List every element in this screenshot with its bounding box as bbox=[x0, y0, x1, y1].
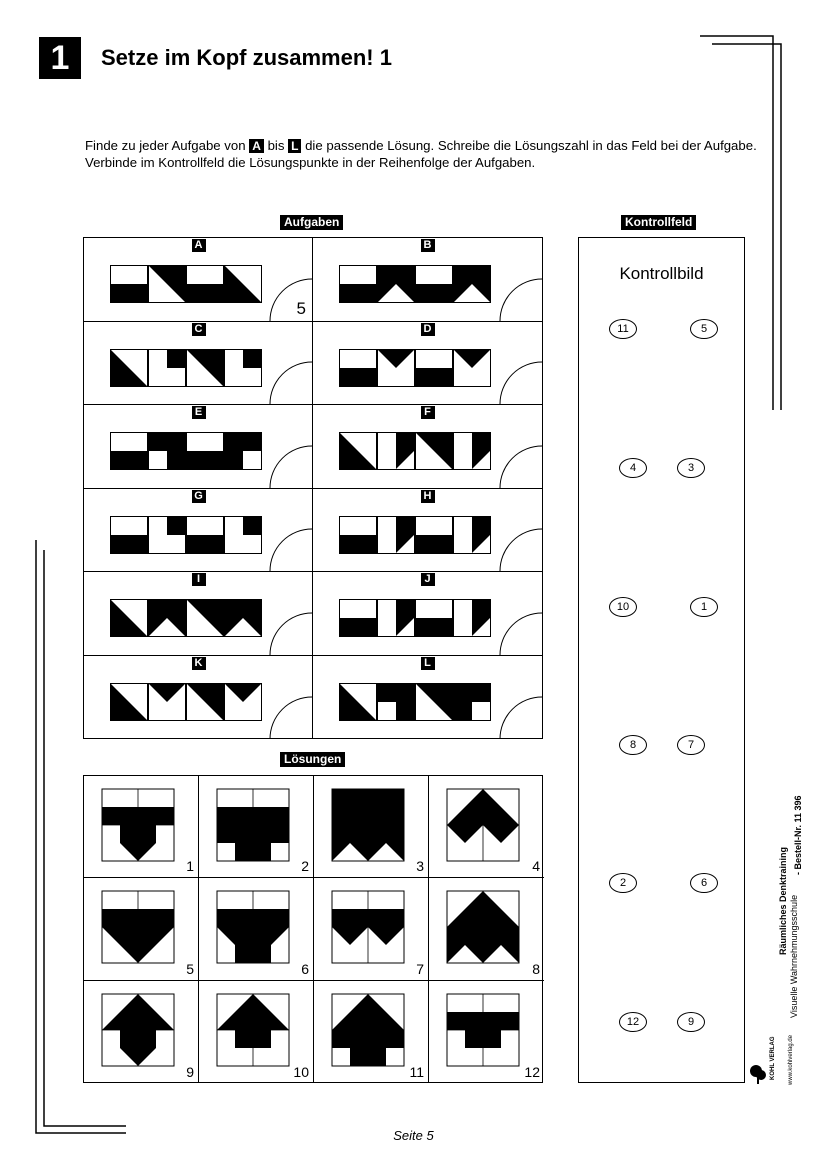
task-tile bbox=[377, 599, 415, 637]
solution-cell bbox=[199, 878, 314, 980]
task-cell-a bbox=[84, 238, 313, 322]
order-number: - Bestell-Nr. 11 396 bbox=[793, 795, 803, 875]
answer-field[interactable] bbox=[268, 527, 312, 571]
control-point[interactable]: 8 bbox=[619, 735, 647, 755]
publisher-website: www.kohlverlag.de bbox=[788, 1034, 794, 1085]
tasks-grid bbox=[83, 237, 543, 739]
task-tile bbox=[110, 432, 148, 470]
task-tile bbox=[186, 599, 224, 637]
solution-figure bbox=[331, 890, 405, 964]
task-cell-k bbox=[84, 656, 313, 740]
task-letter: E bbox=[192, 406, 206, 419]
solution-figure bbox=[101, 890, 175, 964]
task-cell-j bbox=[313, 572, 542, 656]
solution-cell bbox=[314, 878, 429, 980]
task-tile bbox=[148, 516, 186, 554]
task-letter: K bbox=[192, 657, 206, 670]
control-point[interactable]: 11 bbox=[609, 319, 637, 339]
solution-number: 1 bbox=[186, 858, 194, 875]
task-tile bbox=[339, 599, 377, 637]
task-letter: H bbox=[421, 490, 435, 503]
task-tile bbox=[339, 683, 377, 721]
task-cell-h bbox=[313, 489, 542, 573]
answer-field[interactable] bbox=[498, 444, 542, 488]
solution-figure bbox=[101, 993, 175, 1067]
solution-figure bbox=[446, 993, 520, 1067]
solution-cell bbox=[429, 981, 544, 1083]
control-point[interactable]: 12 bbox=[619, 1012, 647, 1032]
task-tile bbox=[148, 599, 186, 637]
task-tile bbox=[377, 516, 415, 554]
control-point[interactable]: 3 bbox=[677, 458, 705, 478]
task-tile bbox=[224, 683, 262, 721]
solution-cell bbox=[314, 981, 429, 1083]
task-tile bbox=[377, 349, 415, 387]
task-tile bbox=[110, 599, 148, 637]
side-title-line1: Räumliches Denktraining bbox=[778, 846, 788, 955]
task-tile bbox=[415, 265, 453, 303]
task-tile bbox=[453, 599, 491, 637]
task-tile bbox=[377, 432, 415, 470]
task-tile bbox=[339, 432, 377, 470]
answer-field[interactable] bbox=[498, 360, 542, 404]
solution-number: 12 bbox=[524, 1063, 540, 1080]
task-tile bbox=[186, 683, 224, 721]
control-point[interactable]: 1 bbox=[690, 597, 718, 617]
task-cell-f bbox=[313, 405, 542, 489]
solution-figure bbox=[331, 788, 405, 862]
task-tile bbox=[224, 516, 262, 554]
solution-number: 5 bbox=[186, 960, 194, 977]
answer-field[interactable] bbox=[498, 277, 542, 321]
task-tile bbox=[186, 432, 224, 470]
solution-figure bbox=[331, 993, 405, 1067]
answer-field[interactable] bbox=[498, 695, 542, 739]
solution-figure bbox=[446, 890, 520, 964]
control-field bbox=[578, 237, 745, 1083]
task-tile bbox=[453, 349, 491, 387]
instructions: Finde zu jeder Aufgabe von A bis L die passende Lösung. Schreibe die Lösungszahl in das Feld bei der Aufgabe. Verbinde im Kontrollfeld die Lösungspunkte in der Reihenfolge der Aufgaben. bbox=[85, 138, 757, 170]
task-tile bbox=[339, 265, 377, 303]
solution-cell bbox=[199, 981, 314, 1083]
task-tile bbox=[148, 265, 186, 303]
publisher-tree-icon bbox=[748, 1063, 768, 1085]
task-cell-g bbox=[84, 489, 313, 573]
task-tile bbox=[377, 683, 415, 721]
solution-cell bbox=[84, 981, 199, 1083]
task-cell-b bbox=[313, 238, 542, 322]
task-tile bbox=[377, 265, 415, 303]
task-tile bbox=[110, 349, 148, 387]
task-cell-l bbox=[313, 656, 542, 740]
answer-field[interactable] bbox=[498, 527, 542, 571]
solution-cell bbox=[199, 776, 314, 878]
publisher-logo: KOHL VERLAG bbox=[770, 1036, 776, 1080]
task-tile bbox=[453, 265, 491, 303]
task-tile bbox=[110, 265, 148, 303]
task-letter: J bbox=[421, 573, 435, 586]
task-tile bbox=[186, 265, 224, 303]
task-tile bbox=[110, 516, 148, 554]
solution-cell bbox=[429, 776, 544, 878]
task-tile bbox=[415, 516, 453, 554]
task-tile bbox=[224, 265, 262, 303]
solutions-grid bbox=[83, 775, 543, 1083]
task-letter: A bbox=[192, 239, 206, 252]
solution-cell bbox=[84, 878, 199, 980]
answer-field[interactable] bbox=[268, 611, 312, 655]
control-point[interactable]: 10 bbox=[609, 597, 637, 617]
answer-field[interactable] bbox=[268, 695, 312, 739]
solution-number: 7 bbox=[416, 960, 424, 977]
task-cell-i bbox=[84, 572, 313, 656]
solution-number: 9 bbox=[186, 1063, 194, 1080]
control-header: Kontrollfeld bbox=[621, 215, 696, 230]
control-point[interactable]: 9 bbox=[677, 1012, 705, 1032]
task-tile bbox=[224, 599, 262, 637]
task-letter: I bbox=[192, 573, 206, 586]
tasks-header: Aufgaben bbox=[280, 215, 343, 230]
solution-figure bbox=[101, 788, 175, 862]
control-point[interactable]: 6 bbox=[690, 873, 718, 893]
task-tile bbox=[110, 683, 148, 721]
answer-value: 5 bbox=[296, 298, 306, 318]
task-tile bbox=[148, 683, 186, 721]
side-title-line2: Visuelle Wahrnehmungsschule bbox=[789, 894, 799, 1018]
control-title: Kontrollbild bbox=[619, 264, 704, 283]
task-tile bbox=[415, 683, 453, 721]
control-point[interactable]: 2 bbox=[609, 873, 637, 893]
task-tile bbox=[453, 683, 491, 721]
solution-cell bbox=[314, 776, 429, 878]
solution-cell bbox=[84, 776, 199, 878]
task-letter: G bbox=[192, 490, 206, 503]
solution-number: 11 bbox=[409, 1063, 424, 1080]
solution-number: 4 bbox=[532, 858, 540, 875]
control-point[interactable]: 5 bbox=[690, 319, 718, 339]
exercise-number: 1 bbox=[39, 37, 81, 79]
solution-number: 10 bbox=[293, 1063, 309, 1080]
task-letter: F bbox=[421, 406, 435, 419]
task-tile bbox=[415, 349, 453, 387]
solution-figure bbox=[446, 788, 520, 862]
page-footer: Seite 5 bbox=[393, 1128, 434, 1143]
task-tile bbox=[148, 349, 186, 387]
solution-number: 6 bbox=[301, 960, 309, 977]
task-tile bbox=[148, 432, 186, 470]
solution-number: 8 bbox=[532, 960, 540, 977]
task-tile bbox=[339, 516, 377, 554]
solution-number: 2 bbox=[301, 858, 309, 875]
task-tile bbox=[186, 516, 224, 554]
task-cell-d bbox=[313, 322, 542, 406]
task-letter: B bbox=[421, 239, 435, 252]
task-cell-c bbox=[84, 322, 313, 406]
task-tile bbox=[415, 432, 453, 470]
task-letter: D bbox=[421, 323, 435, 336]
answer-field[interactable] bbox=[268, 444, 312, 488]
task-tile bbox=[453, 432, 491, 470]
solution-figure bbox=[216, 890, 290, 964]
task-tile bbox=[453, 516, 491, 554]
task-letter: C bbox=[192, 323, 206, 336]
letter-badge-from: A bbox=[249, 139, 264, 153]
control-point[interactable]: 7 bbox=[677, 735, 705, 755]
solutions-header: Lösungen bbox=[280, 752, 345, 767]
solution-number: 3 bbox=[416, 858, 424, 875]
solution-cell bbox=[429, 878, 544, 980]
task-tile bbox=[186, 349, 224, 387]
page-title: Setze im Kopf zusammen! 1 bbox=[101, 45, 392, 70]
task-cell-e bbox=[84, 405, 313, 489]
task-letter: L bbox=[421, 657, 435, 670]
task-tile bbox=[339, 349, 377, 387]
task-tile bbox=[224, 349, 262, 387]
answer-field[interactable] bbox=[268, 360, 312, 404]
task-tile bbox=[224, 432, 262, 470]
control-point[interactable]: 4 bbox=[619, 458, 647, 478]
solution-figure bbox=[216, 788, 290, 862]
answer-field[interactable] bbox=[498, 611, 542, 655]
solution-figure bbox=[216, 993, 290, 1067]
letter-badge-to: L bbox=[288, 139, 301, 153]
task-tile bbox=[415, 599, 453, 637]
